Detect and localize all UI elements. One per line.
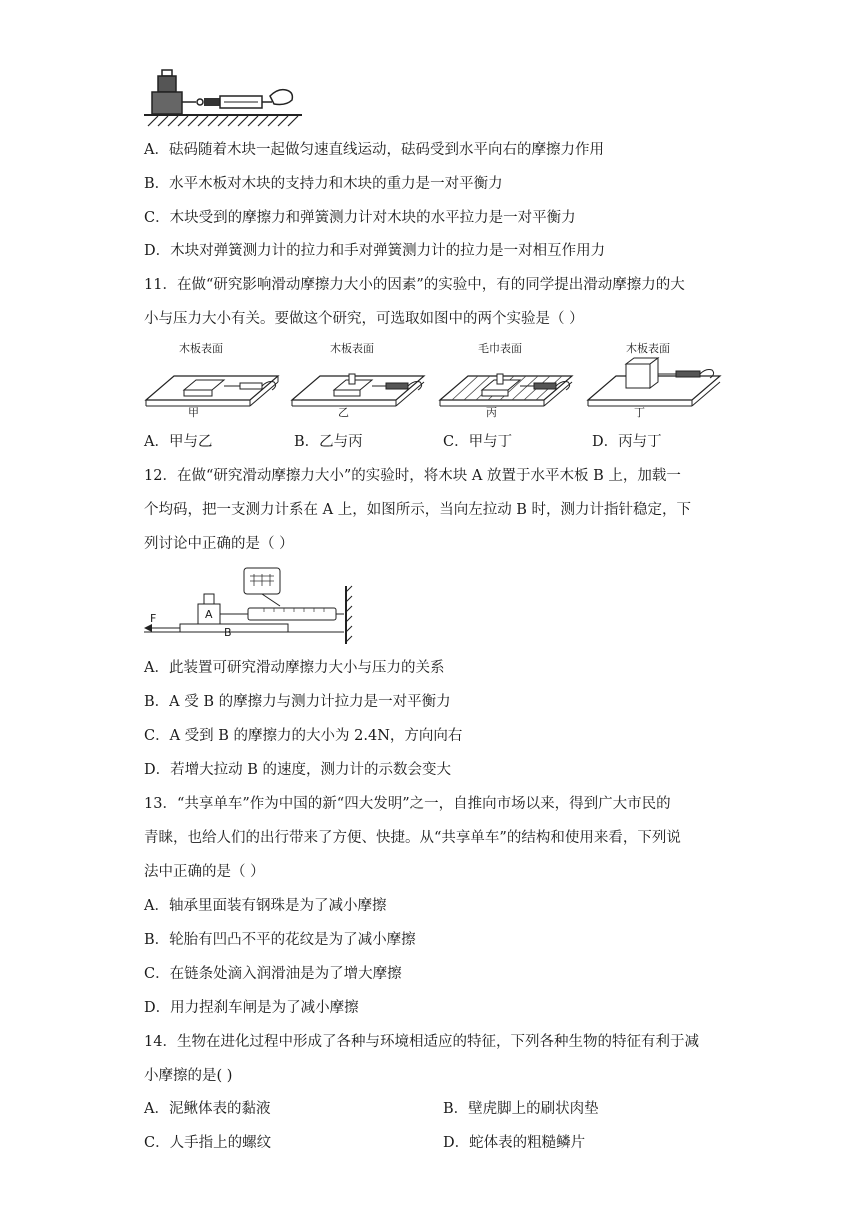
q11-figure-jia bbox=[144, 340, 284, 422]
q12-stem-line-2: 个均码，把一支测力计系在 A 上，如图所示，当向左拉动 B 时，测力计指针稳定，下 bbox=[144, 502, 692, 518]
surface-label: 木板表面 bbox=[330, 342, 374, 355]
q12-option-a: A．此装置可研究滑动摩擦力大小与压力的关系 bbox=[144, 660, 445, 676]
surface-label: 木板表面 bbox=[626, 342, 670, 355]
q14-option-a: A．泥鳅体表的黏液 bbox=[144, 1101, 271, 1117]
surface-label: 毛巾表面 bbox=[478, 342, 522, 355]
q12-stem-line-3: 列讨论中正确的是（ ） bbox=[144, 536, 294, 552]
q14-option-d: D．蛇体表的粗糙鳞片 bbox=[443, 1135, 586, 1151]
q10-figure bbox=[144, 66, 304, 128]
q11-figure-yi bbox=[290, 340, 430, 422]
q13-stem-line-3: 法中正确的是（ ） bbox=[144, 864, 265, 880]
q11-figure-bing bbox=[438, 340, 578, 422]
q11-option-a: A．甲与乙 bbox=[144, 434, 213, 450]
figure-tag: 乙 bbox=[338, 406, 349, 419]
q14-option-c: C．人手指上的螺纹 bbox=[144, 1135, 272, 1151]
q14-stem-line-2: 小摩擦的是( ) bbox=[144, 1068, 233, 1084]
q14-stem-line-1: 14．生物在进化过程中形成了各种与环境相适应的特征，下列各种生物的特征有利于减 bbox=[144, 1034, 699, 1050]
block-a-label: A bbox=[205, 608, 213, 621]
q12-option-d: D．若增大拉动 B 的速度，测力计的示数会变大 bbox=[144, 762, 451, 778]
surface-label: 木板表面 bbox=[179, 342, 223, 355]
q12-stem-line-1: 12．在做“研究滑动摩擦力大小”的实验时，将木块 A 放置于水平木板 B 上，加载一 bbox=[144, 468, 681, 484]
q10-option-a: A．砝码随着木块一起做匀速直线运动，砝码受到水平向右的摩擦力作用 bbox=[144, 142, 604, 158]
q13-stem-line-1: 13．“共享单车”作为中国的新“四大发明”之一，自推向市场以来，得到广大市民的 bbox=[144, 796, 671, 812]
figure-tag: 甲 bbox=[188, 406, 199, 419]
q13-stem-line-2: 青睐，也给人们的出行带来了方便、快捷。从“共享单车”的结构和使用来看，下列说 bbox=[144, 830, 681, 846]
q10-option-d: D．木块对弹簧测力计的拉力和手对弹簧测力计的拉力是一对相互作用力 bbox=[144, 243, 606, 259]
figure-tag: 丙 bbox=[486, 406, 497, 419]
board-b-label: B bbox=[224, 626, 232, 639]
q11-stem-line-2: 小与压力大小有关。要做这个研究，可选取如图中的两个实验是（ ） bbox=[144, 311, 584, 327]
q13-option-c: C．在链条处滴入润滑油是为了增大摩擦 bbox=[144, 966, 402, 982]
q11-option-d: D．丙与丁 bbox=[592, 434, 662, 450]
q12-option-c: C．A 受到 B 的摩擦力的大小为 2.4N，方向向右 bbox=[144, 728, 463, 744]
q10-option-b: B．水平木板对木块的支持力和木块的重力是一对平衡力 bbox=[144, 176, 503, 192]
q12-option-b: B．A 受 B 的摩擦力与测力计拉力是一对平衡力 bbox=[144, 694, 451, 710]
q11-option-c: C．甲与丁 bbox=[443, 434, 513, 450]
q12-figure bbox=[144, 566, 354, 646]
q11-stem-line-1: 11．在做“研究影响滑动摩擦力大小的因素”的实验中，有的同学提出滑动摩擦力的大 bbox=[144, 277, 685, 293]
q14-option-b: B．壁虎脚上的刷状肉垫 bbox=[443, 1101, 599, 1117]
q13-option-b: B．轮胎有凹凸不平的花纹是为了减小摩擦 bbox=[144, 932, 416, 948]
q11-figure-ding bbox=[586, 340, 726, 422]
force-label: F bbox=[150, 612, 157, 625]
q10-option-c: C．木块受到的摩擦力和弹簧测力计对木块的水平拉力是一对平衡力 bbox=[144, 210, 576, 226]
figure-tag: 丁 bbox=[634, 406, 645, 419]
q13-option-a: A．轴承里面装有钢珠是为了减小摩擦 bbox=[144, 898, 387, 914]
q11-option-b: B．乙与丙 bbox=[294, 434, 363, 450]
q13-option-d: D．用力捏刹车闸是为了减小摩擦 bbox=[144, 1000, 359, 1016]
